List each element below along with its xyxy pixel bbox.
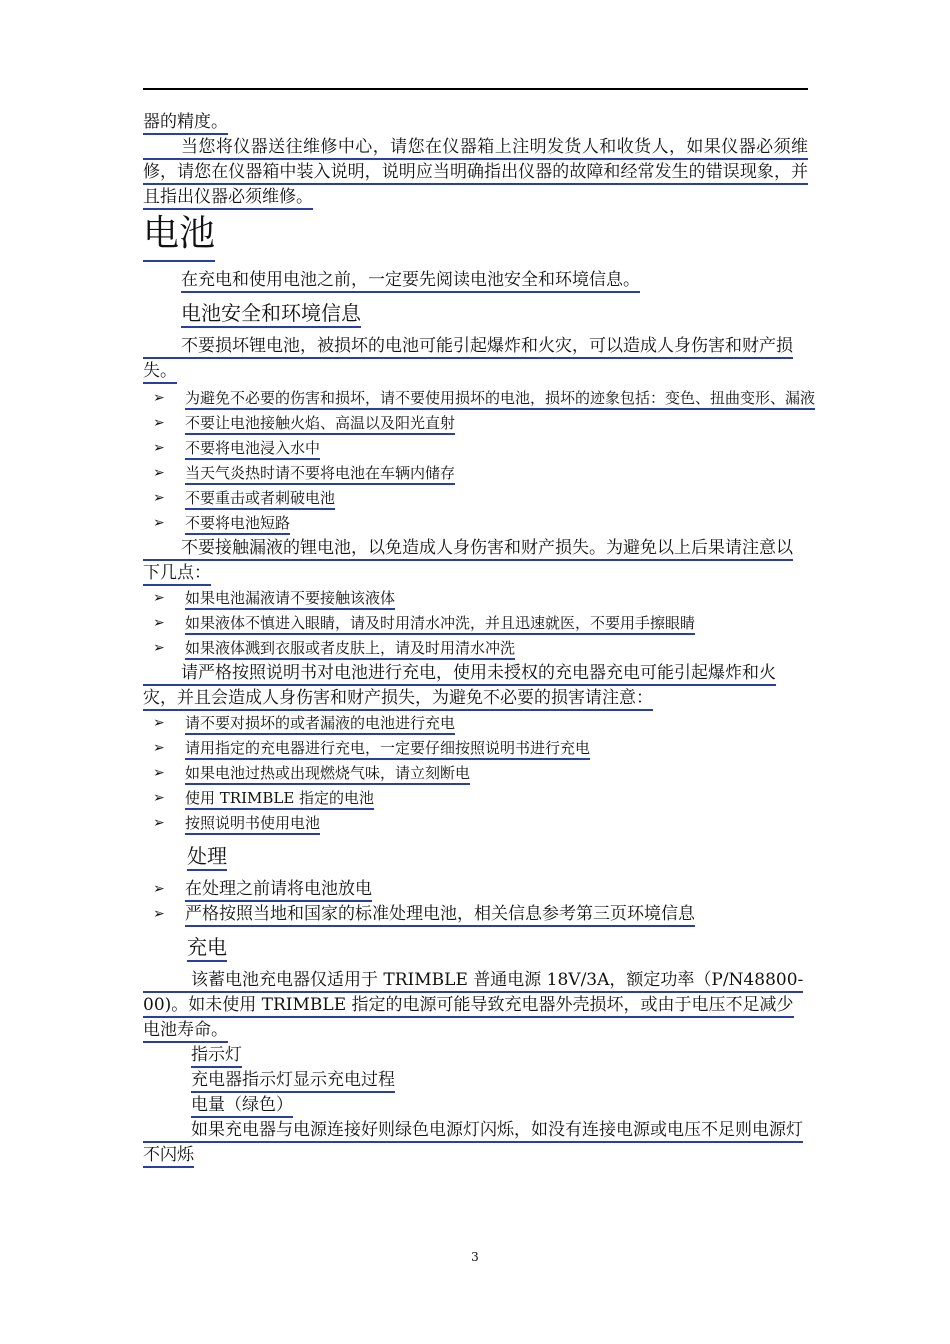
- list-item: ➢ 不要让电池接触火焰、高温以及阳光直射: [143, 411, 808, 436]
- list-item: ➢ 如果液体溅到衣服或者皮肤上，请及时用清水冲洗: [143, 636, 808, 661]
- arrow-bullet-icon: ➢: [153, 881, 165, 897]
- arrow-bullet-icon: ➢: [153, 490, 165, 506]
- intro-paragraph: 当您将仪器送往维修中心，请您在仪器箱上注明发货人和收货人，如果仪器必须维修，请您在仪器箱中装入说明，说明应当明确指出仪器的故障和经常发生的错误现象，并且指出仪器必须维修。: [143, 135, 808, 210]
- list-item: ➢ 如果电池漏液请不要接触该液体: [143, 586, 808, 611]
- subsection-title-disposal: 处理: [143, 841, 808, 871]
- arrow-bullet-icon: ➢: [153, 740, 165, 756]
- arrow-bullet-icon: ➢: [153, 640, 165, 656]
- arrow-bullet-icon: ➢: [153, 815, 165, 831]
- charger-paragraph: 该蓄电池充电器仅适用于 TRIMBLE 普通电源 18V/3A，额定功率（P/N48800-00)。如未使用 TRIMBLE 指定的电源可能导致充电器外壳损坏，或由于电压不足减少电池寿命。: [143, 968, 808, 1043]
- subsection-title-charging: 充电: [143, 932, 808, 962]
- leak-list: [143, 586, 808, 661]
- page-body: [143, 110, 816, 1168]
- arrow-bullet-icon: ➢: [153, 515, 165, 531]
- arrow-bullet-icon: ➢: [153, 615, 165, 631]
- subsection-title-safety: 电池安全和环境信息: [143, 298, 808, 328]
- arrow-bullet-icon: ➢: [153, 906, 165, 922]
- list-item: ➢ 请用指定的充电器进行充电，一定要仔细按照说明书进行充电: [143, 736, 808, 761]
- list-item: ➢ 不要将电池短路: [143, 511, 808, 536]
- power-paragraph: 如果充电器与电源连接好则绿色电源灯闪烁，如没有连接电源或电压不足则电源灯不闪烁: [143, 1118, 808, 1168]
- list-item: ➢ 请不要对损坏的或者漏液的电池进行充电: [143, 711, 808, 736]
- disposal-list: [143, 877, 808, 927]
- arrow-bullet-icon: ➢: [153, 715, 165, 731]
- list-item: ➢ 不要重击或者刺破电池: [143, 486, 808, 511]
- arrow-bullet-icon: ➢: [153, 440, 165, 456]
- list-item: ➢ 在处理之前请将电池放电: [143, 877, 808, 902]
- leak-paragraph: 不要接触漏液的锂电池，以免造成人身伤害和财产损失。为避免以上后果请注意以下几点：: [143, 536, 808, 586]
- list-item: ➢ 如果液体不慎进入眼睛，请及时用清水冲洗，并且迅速就医，不要用手擦眼睛: [143, 611, 808, 636]
- intro-line: 器的精度。: [143, 110, 808, 135]
- list-item: ➢ 使用 TRIMBLE 指定的电池: [143, 786, 808, 811]
- arrow-bullet-icon: ➢: [153, 790, 165, 806]
- battery-lead: 在充电和使用电池之前，一定要先阅读电池安全和环境信息。: [143, 268, 808, 293]
- safety-paragraph: 不要损坏锂电池，被损坏的电池可能引起爆炸和火灾，可以造成人身伤害和财产损失。: [143, 334, 808, 384]
- list-item: ➢ 严格按照当地和国家的标准处理电池，相关信息参考第三页环境信息: [143, 902, 808, 927]
- arrow-bullet-icon: ➢: [153, 765, 165, 781]
- header-rule: [143, 88, 808, 90]
- list-item: ➢ 为避免不必要的伤害和损坏，请不要使用损坏的电池，损坏的迹象包括：变色、扭曲变形、漏液: [143, 386, 808, 411]
- arrow-bullet-icon: ➢: [153, 590, 165, 606]
- page-number: 3: [471, 1250, 479, 1264]
- list-item: ➢ 不要将电池浸入水中: [143, 436, 808, 461]
- charging-rules-paragraph: 请严格按照说明书对电池进行充电，使用未授权的充电器充电可能引起爆炸和火灾，并且会造成人身伤害和财产损失，为避免不必要的损害请注意：: [143, 661, 808, 711]
- arrow-bullet-icon: ➢: [153, 390, 165, 406]
- indicator-title: 指示灯: [143, 1043, 808, 1068]
- arrow-bullet-icon: ➢: [153, 465, 165, 481]
- list-item: ➢ 按照说明书使用电池: [143, 811, 808, 836]
- list-item: ➢ 如果电池过热或出现燃烧气味，请立刻断电: [143, 761, 808, 786]
- arrow-bullet-icon: ➢: [153, 415, 165, 431]
- section-title-battery: 电池: [143, 212, 808, 262]
- charging-rules-list: [143, 711, 808, 836]
- safety-list: [143, 386, 816, 536]
- list-item: ➢ 当天气炎热时请不要将电池在车辆内储存: [143, 461, 808, 486]
- power-label: 电量（绿色）: [143, 1093, 808, 1118]
- indicator-description: 充电器指示灯显示充电过程: [143, 1068, 808, 1093]
